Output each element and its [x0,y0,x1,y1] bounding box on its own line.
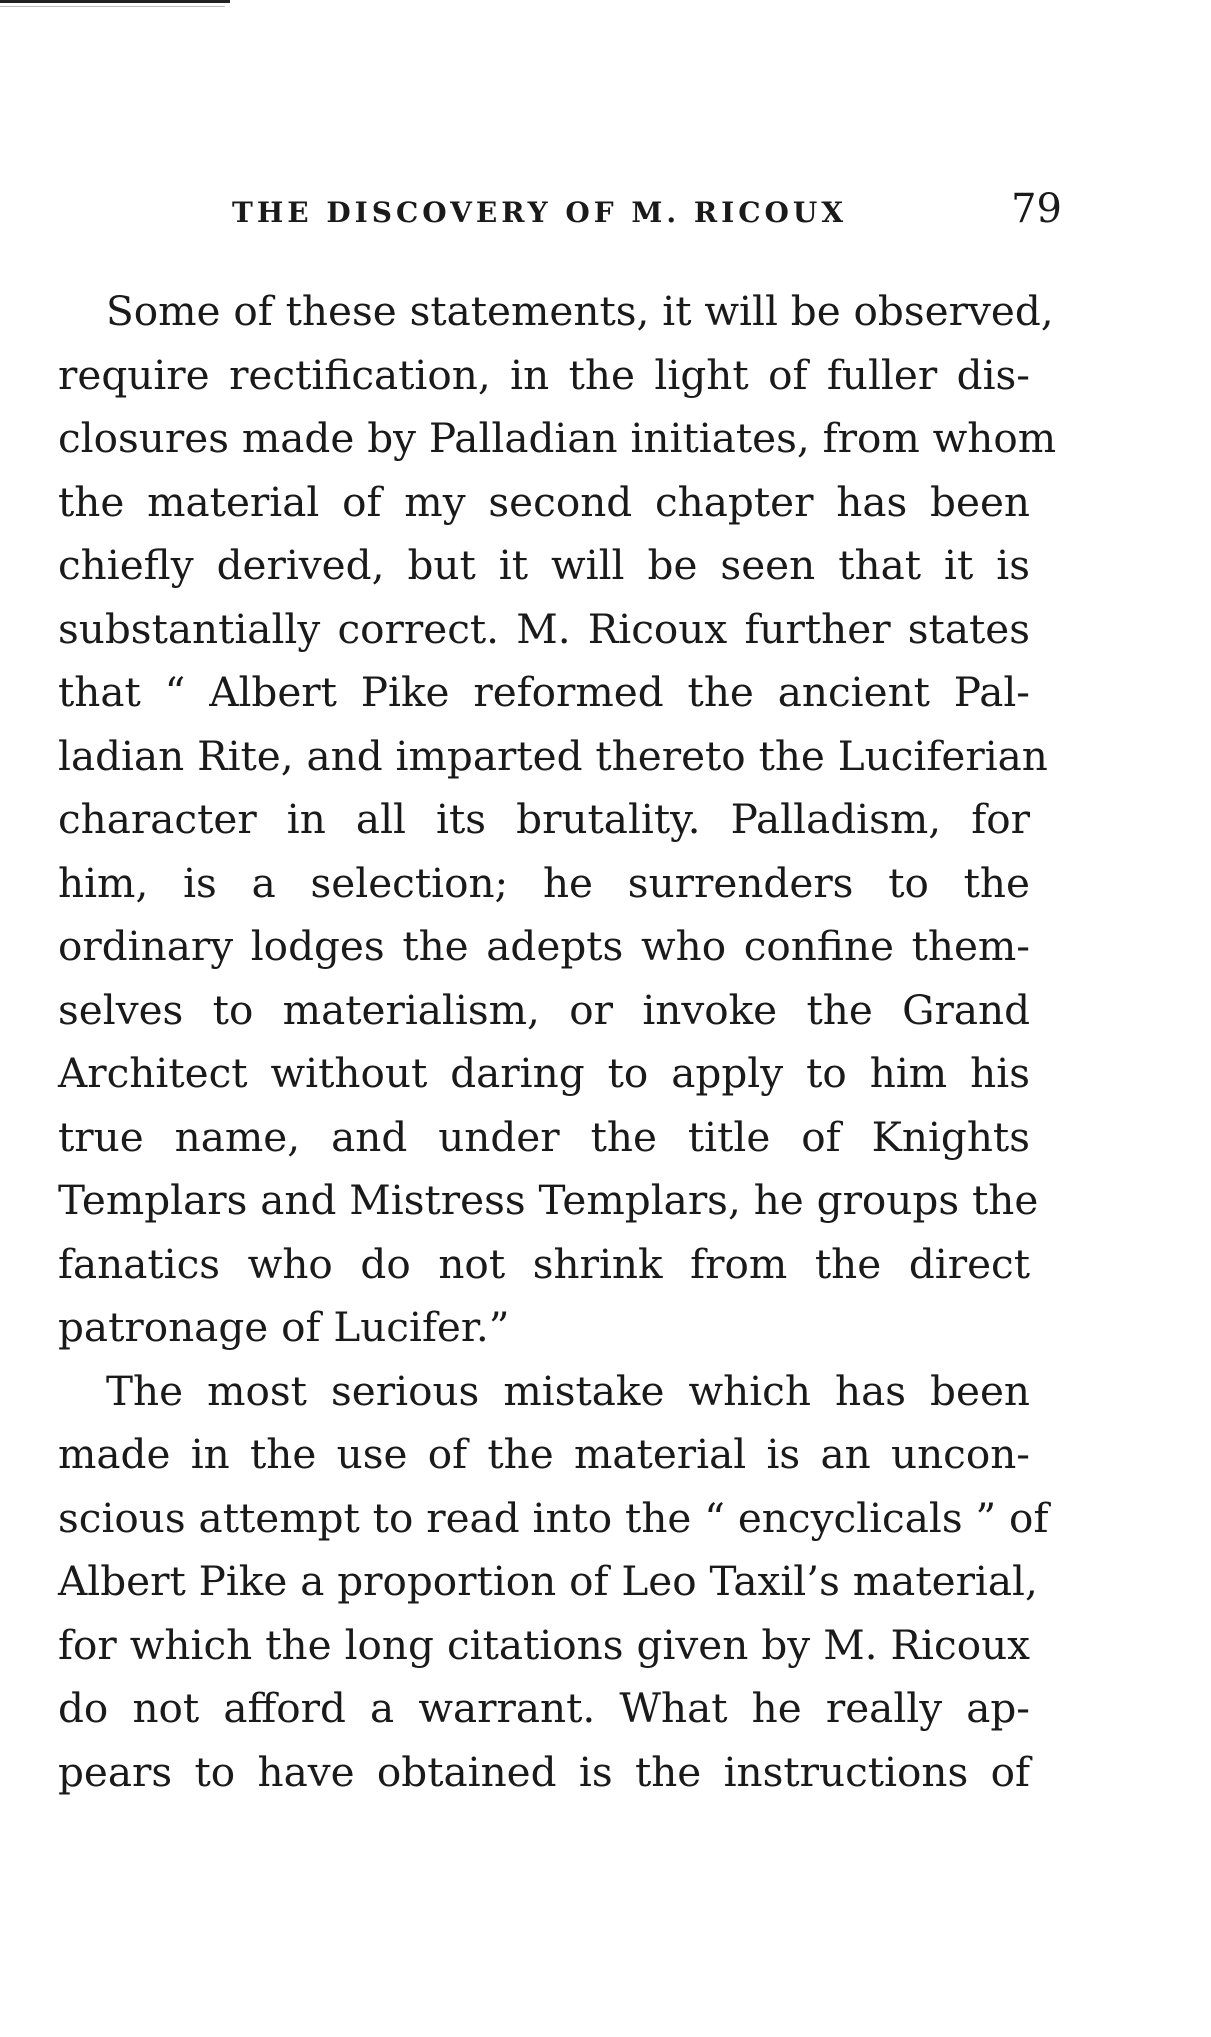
page-number: 79 [1011,186,1062,232]
text-line: require rectification, in the light of fuller dis- [58,350,1030,399]
text-line: character in all its brutality. Palladism, for [58,795,1030,843]
text-line: fanatics who do not shrink from the direct [58,1239,1030,1288]
text-line: ordinary lodges the adepts who confine them- [58,922,1030,970]
text-line: that “ Albert Pike reformed the ancient Pal- [58,668,1030,716]
text-line: Templars and Mistress Templars, he groups the [58,1176,1039,1224]
text-line: The most serious mistake which has been [106,1366,1030,1415]
text-line: ladian Rite, and imparted thereto the Luciferian [58,731,1048,780]
text-line: closures made by Palladian initiates, from whom [58,414,1057,462]
text-line: chiefly derived, but it will be seen that it is [58,541,1030,589]
text-line: him, is a selection; he surrenders to the [58,858,1030,907]
body-text [58,280,1057,1804]
text-line: true name, and under the title of Knights [58,1112,1030,1161]
paragraph-1 [58,280,1057,1360]
top-rule [0,0,230,3]
running-title: THE DISCOVERY OF M. RICOUX [232,196,848,229]
text-line: pears to have obtained is the instructions of [58,1747,1030,1796]
text-line: Architect without daring to apply to him his [58,1049,1030,1097]
top-rule-thin [0,6,225,7]
text-line: substantially correct. M. Ricoux further states [58,604,1030,653]
text-line: patronage of Lucifer.” [58,1303,510,1351]
text-line: for which the long citations given by M. Ricoux [58,1620,1030,1669]
text-line: scious attempt to read into the “ encyclicals ” of [58,1493,1049,1542]
running-head [232,186,1062,232]
text-line: selves to materialism, or invoke the Grand [58,985,1030,1034]
text-line: do not afford a warrant. What he really ap- [58,1684,1030,1732]
paragraph-2 [58,1360,1049,1805]
text-line: Some of these statements, it will be observed, [106,287,1054,335]
text-line: Albert Pike a proportion of Leo Taxil’s material, [58,1557,1038,1605]
text-line: the material of my second chapter has been [58,477,1030,526]
text-line: made in the use of the material is an uncon- [58,1430,1030,1478]
